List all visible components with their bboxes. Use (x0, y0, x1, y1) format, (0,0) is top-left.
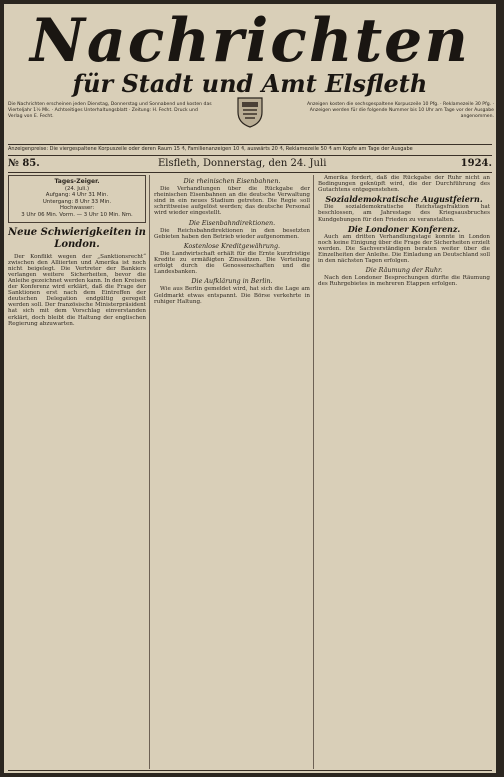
section-heading: Die Londoner Konferenz. (347, 223, 461, 234)
article-text: Die Verhandlungen über die Rückgabe der rheinischen Eisenbahnen an die deutsche Verwaltung sind in ein neues Stadium getreten. Die Regie soll schrittweise aufgelöst werden; das deutsche Personal wird wieder eingestellt. (154, 186, 310, 217)
box-line: Aufgang: 4 Uhr 31 Min. (45, 192, 109, 199)
divider (8, 144, 492, 145)
article-text: Wie aus Berlin gemeldet wird, hat sich die Lage am Geldmarkt etwas entspannt. Die Börse verkehrte in ruhiger Haltung. (154, 286, 310, 305)
column-2 (154, 175, 310, 769)
issue-year: 1924. (460, 158, 492, 169)
article-text: Die Landwirtschaft erhält für die Ernte kurzfristige Kredite zu ermäßigten Zinssätzen. Die Verteilung erfolgt durch die Genossenschaften und die Landesbanken. (154, 250, 310, 276)
column-1 (8, 175, 146, 769)
column-divider (149, 175, 150, 769)
article-text: Die Reichsbahndirektionen in den besetzten Gebieten haben den Betrieb wieder aufgenommen. (154, 227, 310, 240)
newspaper-title: Nachrichten (30, 6, 470, 76)
newspaper-subtitle: für Stadt und Amt Elsfleth (72, 69, 428, 98)
masthead (4, 4, 496, 144)
box-line: Untergang: 8 Uhr 33 Min. (42, 198, 112, 205)
newspaper-page (4, 4, 496, 773)
ad-price-notice: Anzeigenpreise: Die viergespaltene Korpuszeile oder deren Raum 15 ₰, Familienanzeigen 10 ₰, auswärts 20 ₰, Reklamezeile 50 ₰ am Kopfe am Tage der Ausgabe (8, 146, 413, 152)
box-line: Hochwasser: (59, 205, 95, 212)
issue-number: № 85. (8, 158, 40, 169)
daily-pointer-box (8, 175, 146, 223)
section-heading: Sozialdemokratische Augustfeiern. (325, 194, 483, 205)
divider (8, 770, 492, 771)
article-text: Auch am dritten Verhandlungstage konnte in London noch keine Einigung über die Frage der Sicherheiten erzielt werden. Die Sachverständigen beraten weiter über die Einzelheiten der Anleihe. Die Einladung an Deutschland soll in den nächsten Tagen erfolgen. (318, 233, 490, 265)
box-line: 3 Uhr 06 Min. Vorm. — 3 Uhr 10 Min. Nm. (21, 211, 133, 218)
column-3 (318, 175, 490, 769)
advertising-info: Anzeigen kosten die sechsgespaltene Korpuszeile 10 Pfg. · Reklamezeile 30 Pfg. · Anzeigen werden für die folgende Nummer bis 10 Uhr am Tage vor der Ausgabe angenommen. (306, 102, 494, 119)
section-heading: Kostenlose Kreditgewährung. (183, 241, 281, 250)
article-text: Nach den Londoner Besprechungen dürfte die Räumung des Ruhrgebietes in mehreren Etappen erfolgen. (318, 275, 490, 288)
section-heading: Die Räumung der Ruhr. (365, 266, 443, 275)
dateline (8, 157, 492, 171)
article-text: Amerika fordert, daß die Rückgabe der Ruhr nicht an Bedingungen geknüpft wird, die der Durchführung des Gutachtens entgegenstehen. (318, 175, 490, 194)
coat-of-arms-icon (236, 96, 264, 128)
box-line: (24. Juli.) (64, 185, 90, 192)
article-text: Der Konflikt wegen der „Sanktionsrecht“ zwischen den Alliierten und Amerika ist noch nicht beigelegt. Die Vertreter der Bankiers verlangen weitere Sicherheiten, bevor die Anleihe gezeichnet werden kann. In den Kreisen der Konferenz wird erklärt, daß die Frage der Sanktionen erst nach dem Eintreffen der deutschen Delegation endgültig geregelt werden soll. Der französische Ministerpräsident hat sich mit dem Vorschlag einverstanden erklärt, doch bleibt die Haltung der englischen Regierung abzuwarten. (8, 253, 146, 327)
section-heading: Die Eisenbahndirektionen. (188, 218, 276, 227)
article-text: Die sozialdemokratische Reichstagsfraktion hat beschlossen, am Jahrestage des Kriegsausbruches Kundgebungen für den Frieden zu veranstalten. (318, 204, 490, 223)
section-heading: Die rheinischen Eisenbahnen. (183, 177, 281, 185)
section-heading: Die Aufklärung in Berlin. (191, 277, 273, 286)
column-divider (313, 175, 314, 769)
divider (8, 155, 492, 156)
subscription-info: Die Nachrichten erscheinen jeden Dienstag, Donnerstag und Sonnabend und kosten das Vierteljahr 1½ Mk. · Achtseitiges Unterhaltungsblatt · Zeitung: H. Fecht. Druck und Verlag von E. Fecht. (8, 102, 212, 119)
issue-date: Elsfleth, Donnerstag, den 24. Juli (158, 158, 327, 169)
box-title: Tages-Zeiger. (54, 178, 100, 185)
divider (8, 172, 492, 173)
article-headline: Neue Schwierigkeiten in London. (8, 226, 146, 250)
